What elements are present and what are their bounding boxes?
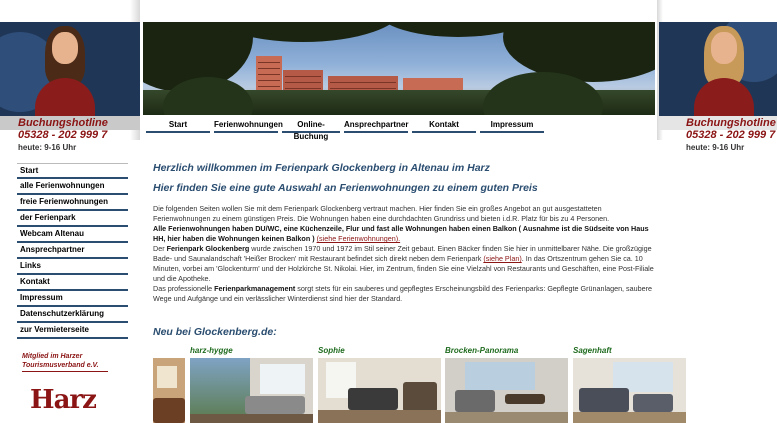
leftnav-links[interactable]: Links <box>17 259 128 275</box>
gallery-label-harz-hygge[interactable]: harz-hygge <box>190 346 233 355</box>
leftnav-impressum[interactable]: Impressum <box>17 291 128 307</box>
history-text-pre: Der <box>153 244 167 253</box>
leftnav-ansprechpartner[interactable]: Ansprechpartner <box>17 243 128 259</box>
leftnav-datenschutz[interactable]: Datenschutzerklärung <box>17 307 128 323</box>
harz-logo[interactable]: Harz <box>30 385 96 415</box>
topnav-online-buchung[interactable]: Online-Buchung <box>282 119 340 133</box>
history-text-post: . In das Ortszentrum gehen Sie ca. 10 Minuten, vorbei am 'Glockenturm' und der Holzkirche St. Nikolai. Hier, im Zentrum, finden Sie eine Vielzahl von Restaurants und Geschäften, eine Post-Filiale und die Apotheke. <box>153 254 654 283</box>
left-navigation <box>17 163 128 339</box>
main-content <box>153 162 658 304</box>
page-subtitle: Hier finden Sie eine gute Auswahl an Ferienwohnungen zu einem guten Preis <box>153 182 538 194</box>
topnav-ansprechpartner[interactable]: Ansprechpartner <box>344 119 408 133</box>
gallery-photo-partial[interactable] <box>153 358 185 423</box>
gallery-photo-brocken-panorama[interactable] <box>445 358 568 423</box>
leftnav-vermieterseite[interactable]: zur Vermieterseite <box>17 323 128 339</box>
leftnav-start[interactable]: Start <box>17 163 128 179</box>
park-name: Ferienpark Glockenberg <box>166 244 250 253</box>
gallery-photo-sagenhaft[interactable] <box>573 358 686 423</box>
membership-line-1: Mitglied im Harzer <box>22 353 83 360</box>
topnav-start[interactable]: Start <box>146 119 210 133</box>
header-photo <box>143 22 655 115</box>
new-listings-title: Neu bei Glockenberg.de: <box>153 326 277 338</box>
leftnav-kontakt[interactable]: Kontakt <box>17 275 128 291</box>
membership-line-2: Tourismusverband e.V. <box>22 362 99 369</box>
leftnav-freie-ferienwohnungen[interactable]: freie Ferienwohnungen <box>17 195 128 211</box>
leftnav-alle-ferienwohnungen[interactable]: alle Ferienwohnungen <box>17 179 128 195</box>
leftnav-der-ferienpark[interactable]: der Ferienpark <box>17 211 128 227</box>
topnav-ferienwohnungen[interactable]: Ferienwohnungen <box>214 119 278 133</box>
topnav-impressum[interactable]: Impressum <box>480 119 544 133</box>
gallery-label-brocken-panorama[interactable]: Brocken-Panorama <box>445 346 519 355</box>
features-paragraph <box>153 224 658 244</box>
membership-note <box>22 352 108 372</box>
management-text-post: sorgt stets für ein sauberes und gepflegtes Erscheinungsbild des Ferienparks: Gepflegte Grünanlagen, saubere Wege und Aufgänge und ein verlässlicher Winterdienst sind hier der Standard. <box>153 284 653 303</box>
top-band-left <box>0 0 140 22</box>
hotline-hours-right: heute: 9-16 Uhr <box>686 143 745 152</box>
topnav-kontakt[interactable]: Kontakt <box>412 119 476 133</box>
link-siehe-plan[interactable]: (siehe Plan) <box>483 254 522 263</box>
management-text-pre: Das professionelle <box>153 284 215 293</box>
hotline-phone-right[interactable]: 05328 - 202 999 7 <box>686 129 776 141</box>
gallery-label-sagenhaft[interactable]: Sagenhaft <box>573 346 612 355</box>
hotline-title-right: Buchungshotline <box>686 117 776 129</box>
features-text: Alle Ferienwohnungen haben DU/WC, eine Küchenzeile, Flur und fast alle Wohnungen haben einen Balkon ( Ausnahme ist die Südseite von Haus HH, hier haben die Wohnungen keinen Balkon ) <box>153 224 649 243</box>
gallery-photo-sophie[interactable] <box>318 358 441 423</box>
gallery-photo-harz-hygge[interactable] <box>190 358 313 423</box>
link-siehe-ferienwohnungen[interactable]: (siehe Ferienwohnungen). <box>316 234 401 243</box>
management-paragraph <box>153 284 658 304</box>
hotline-phone-left[interactable]: 05328 - 202 999 7 <box>18 129 108 141</box>
top-navigation <box>146 119 548 141</box>
history-text: wurde zwischen 1970 und 1972 im Stil seiner Zeit gebaut. Einen Bäcker finden Sie hier in unmittelbarer Nähe. Die großzügige Bade- und Saunalandschaft 'Heißer Brocken' mit Restaurant befindet sich direkt neben dem Ferienpark <box>153 244 652 263</box>
gallery-label-sophie[interactable]: Sophie <box>318 346 345 355</box>
hotline-title-left: Buchungshotline <box>18 117 108 129</box>
history-paragraph <box>153 244 658 284</box>
leftnav-webcam[interactable]: Webcam Altenau <box>17 227 128 243</box>
hotline-photo-left <box>0 22 140 130</box>
management-bold: Ferienparkmanagement <box>214 284 296 293</box>
hotline-hours-left: heute: 9-16 Uhr <box>18 143 77 152</box>
top-band-right <box>659 0 777 22</box>
hotline-photo-right <box>659 22 777 130</box>
page-title: Herzlich willkommen im Ferienpark Glockenberg in Altenau im Harz <box>153 162 490 174</box>
intro-paragraph: Die folgenden Seiten wollen Sie mit dem Ferienpark Glockenberg vertraut machen. Hier finden Sie ein großes Angebot an gut ausgestatteten Ferienwohnungen zu einem günstigen Preis. Die Wohnungen haben eine durchdachten Grundriss und bieten i.d.R. Platz für bis zu 4 Personen. <box>153 204 610 223</box>
